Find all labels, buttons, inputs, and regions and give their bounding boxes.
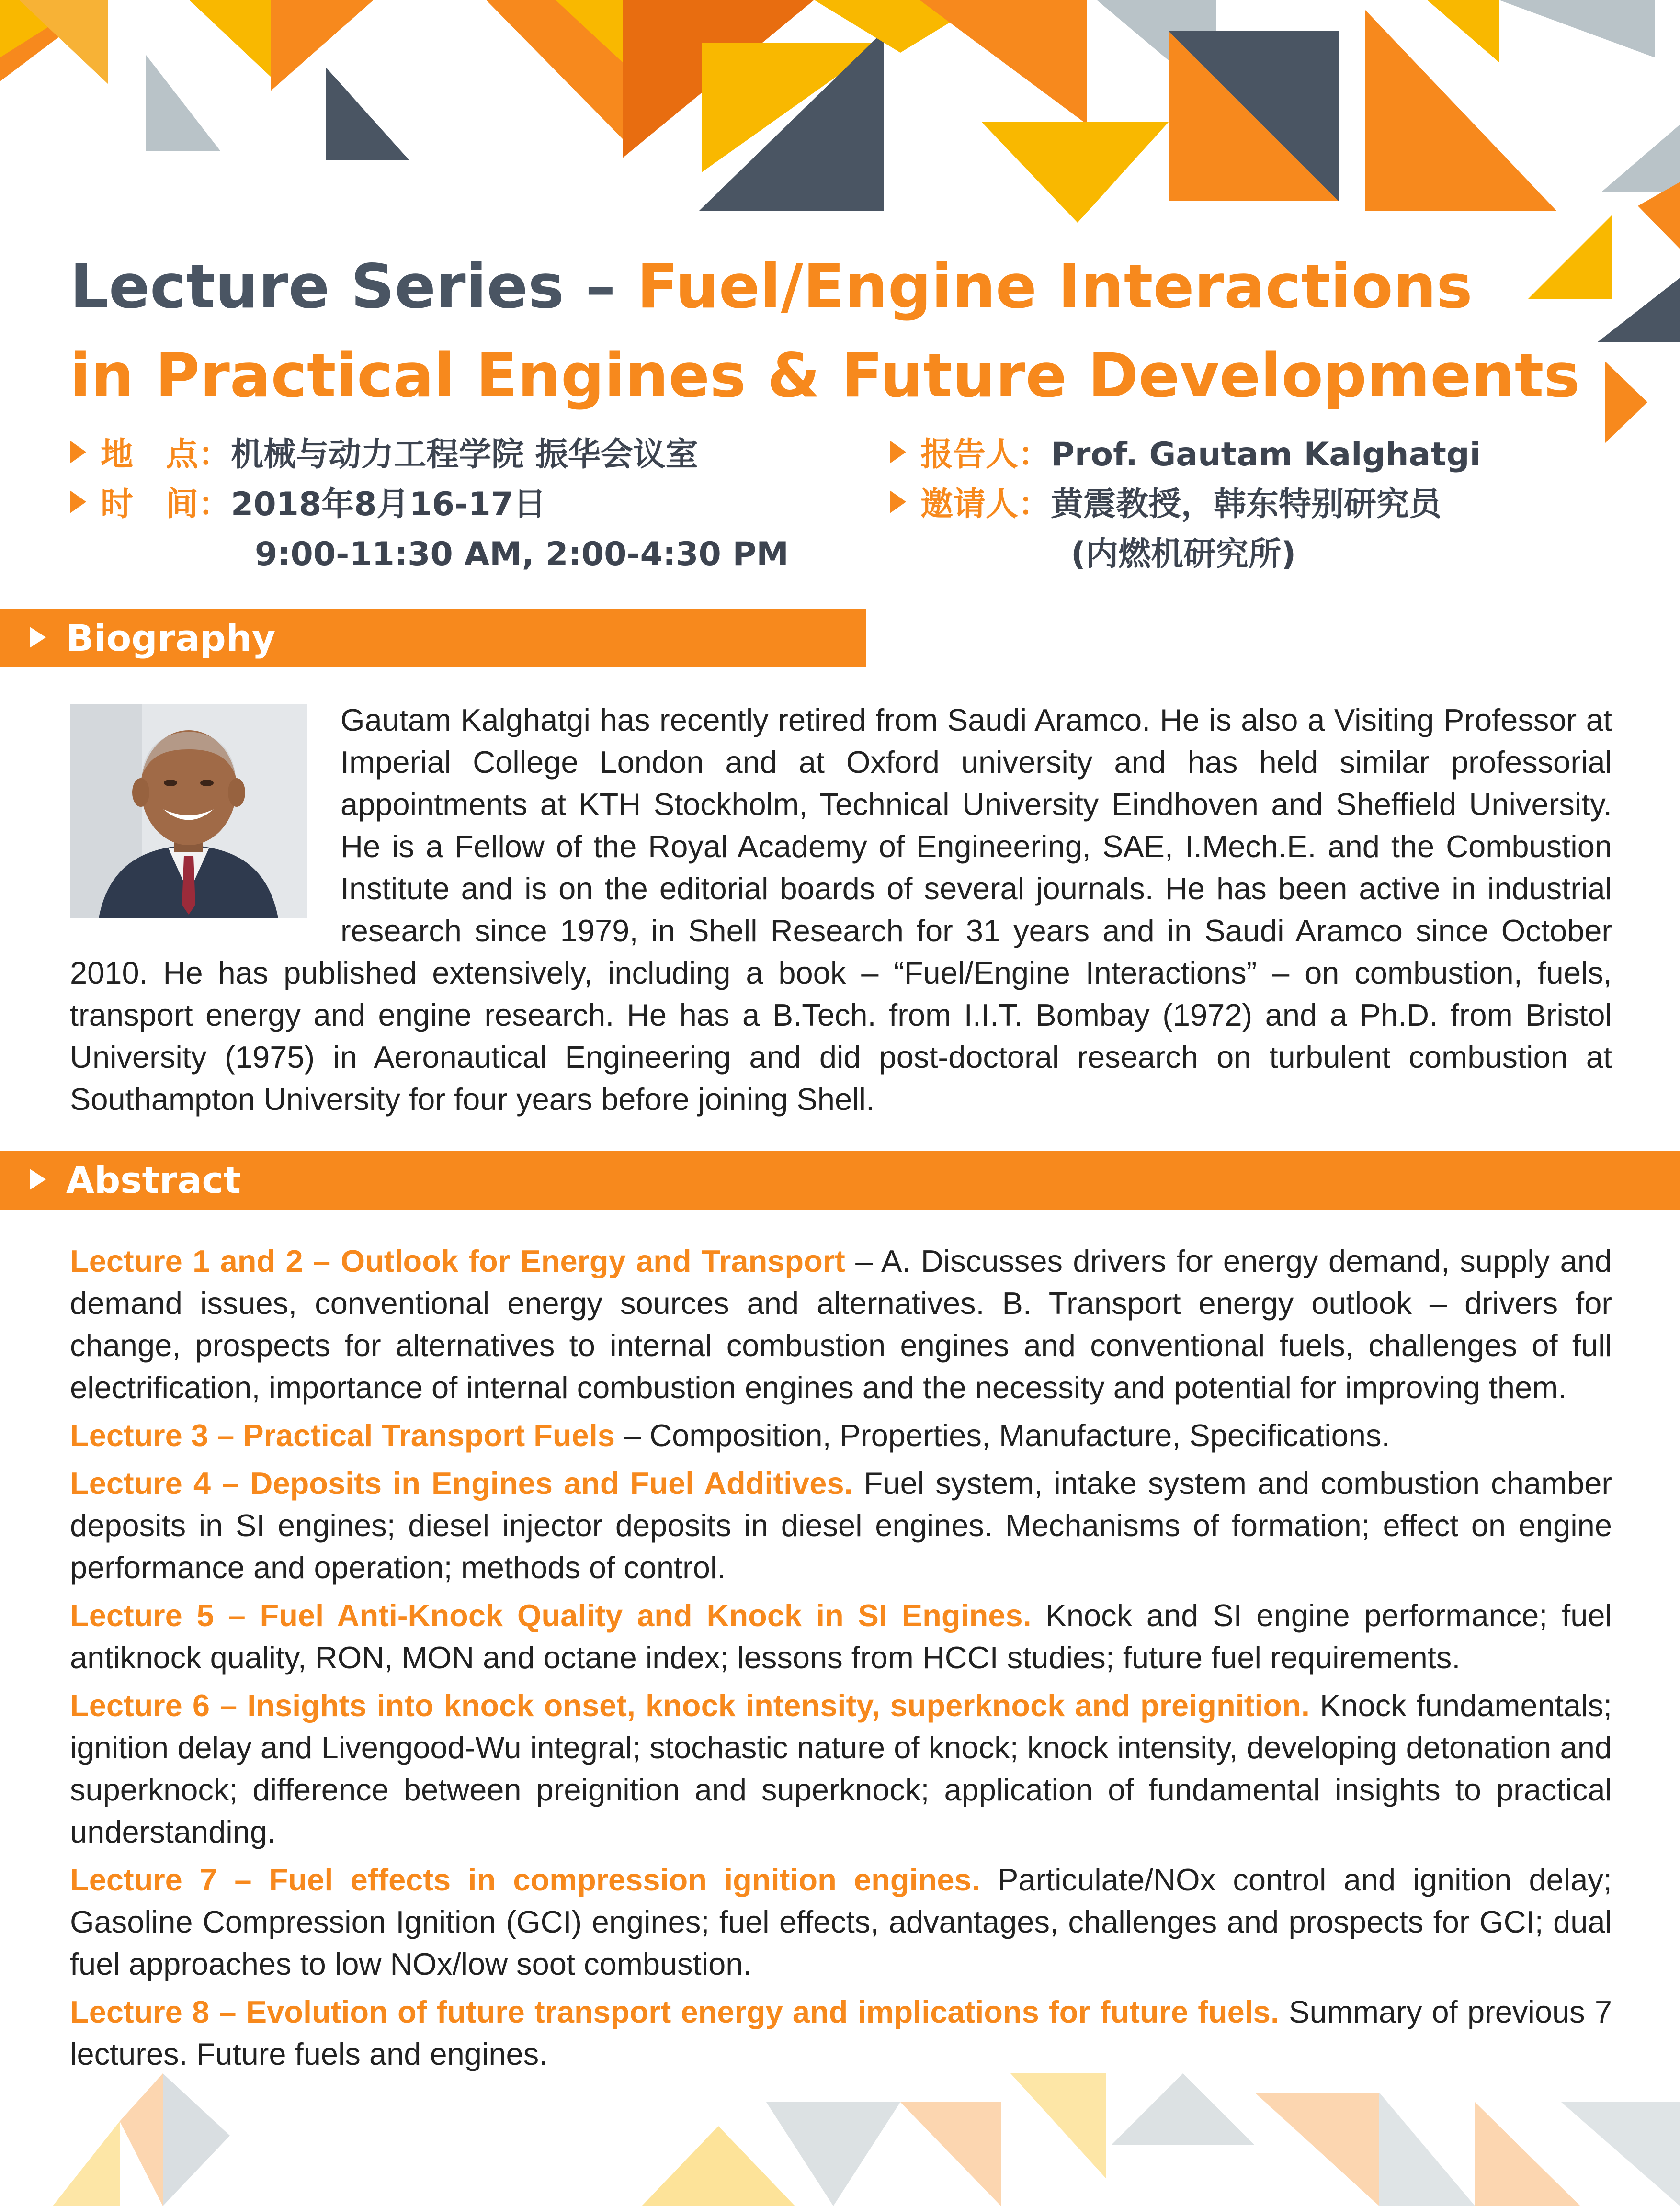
lecture-body: Particulate/NOx control and ignition delay; Gasoline Compression Ignition (GCI) engines; fuel effects, advantages, challenges and prospects for GCI; dual fuel approaches to low NOx/low soot combustion. xyxy=(70,1862,1612,1981)
event-info-left xyxy=(70,430,789,579)
page-title xyxy=(70,242,1602,420)
time-date: 2018年8月16-17日 xyxy=(231,486,546,523)
inviter-affiliation: (内燃机研究所) xyxy=(1071,535,1296,573)
location-value: 机械与动力工程学院 振华会议室 xyxy=(231,436,698,474)
speaker-label: 报告人： xyxy=(920,436,1051,474)
lecture-body: – A. Discusses drivers for energy demand, supply and demand issues, conventional energy sources and alternatives. B. Transport energy outlook – drivers for change, prospects for alternatives to internal combustion engines and conventional fuels, challenges of full electrification, importance of internal combustion engines and the necessity and potential for improving them. xyxy=(70,1244,1612,1405)
inviter-label: 邀请人： xyxy=(920,486,1051,523)
speaker-value: Prof. Gautam Kalghatgi xyxy=(1051,436,1481,474)
lecture-body: – Composition, Properties, Manufacture, Specifications. xyxy=(614,1418,1390,1453)
lecture-title: Lecture 8 – Evolution of future transport energy and implications for future fuels. xyxy=(70,1994,1280,2029)
abstract-section-header xyxy=(0,1151,1680,1210)
biography-text: Gautam Kalghatgi has recently retired from Saudi Aramco. He is also a Visiting Professor at Imperial College London and at Oxford university and has held similar professorial appointments at KTH Stockholm, Technical University Eindhoven and Sheffield University. He is a Fellow of the Royal Academy of Engineering, SAE, I.Mech.E. and the Combustion Institute and is on the editorial boards of several journals. He has been active in industrial research since 1979, in Shell Research for 31 years and in Saudi Aramco since October 2010. He has published extensively, including a book – “Fuel/Engine Interactions” – on combustion, fuels, transport energy and engine research. He has a B.Tech. from I.I.T. Bombay (1972) and a Ph.D. from Bristol University (1975) in Aeronautical Engineering and did post-doctoral research on turbulent combustion at Southampton University for four years before joining Shell. xyxy=(70,702,1612,1117)
lecture-item xyxy=(70,1462,1612,1589)
title-accent-line2: in Practical Engines & Future Developments xyxy=(70,340,1580,411)
title-accent-line1: Fuel/Engine Interactions xyxy=(636,251,1473,322)
abstract-lecture-list xyxy=(70,1240,1612,2081)
lecture-title: Lecture 6 – Insights into knock onset, knock intensity, superknock and preignition. xyxy=(70,1688,1310,1723)
event-info-right xyxy=(890,430,1481,579)
time-row xyxy=(70,480,789,530)
lecture-item xyxy=(70,1240,1612,1409)
photo-float-spacer xyxy=(70,699,341,952)
inviter-row xyxy=(890,480,1481,530)
bullet-triangle-icon xyxy=(70,441,86,464)
lecture-item xyxy=(70,1685,1612,1853)
bullet-triangle-icon xyxy=(70,490,86,513)
inviter-value: 黄震教授，韩东特别研究员 xyxy=(1051,486,1442,523)
lecture-body: Knock and SI engine performance; fuel antiknock quality, RON, MON and octane index; lessons from HCCI studies; future fuel requirements. xyxy=(70,1598,1612,1675)
lecture-title: Lecture 7 – Fuel effects in compression ignition engines. xyxy=(70,1862,980,1897)
lecture-body: Summary of previous 7 lectures. Future fuels and engines. xyxy=(70,1994,1612,2071)
lecture-title: Lecture 3 – Practical Transport Fuels xyxy=(70,1418,615,1453)
section-triangle-icon xyxy=(30,1169,46,1190)
lecture-item xyxy=(70,1595,1612,1679)
abstract-heading: Abstract xyxy=(66,1159,241,1201)
lecture-item xyxy=(70,1414,1612,1457)
biography-section-header xyxy=(0,609,866,667)
lecture-title: Lecture 5 – Fuel Anti-Knock Quality and Knock in SI Engines. xyxy=(70,1598,1032,1633)
biography-text-block xyxy=(70,699,1612,1120)
lecture-body: Fuel system, intake system and combustion chamber deposits in SI engines; diesel injector deposits in diesel engines. Mechanisms of formation; effect on engine performance and operation; methods of control. xyxy=(70,1466,1612,1585)
title-prefix: Lecture Series – xyxy=(70,251,637,322)
speaker-row xyxy=(890,430,1481,480)
lecture-title: Lecture 4 – Deposits in Engines and Fuel Additives. xyxy=(70,1466,853,1501)
time-hours-row xyxy=(70,530,789,579)
lecture-title: Lecture 1 and 2 – Outlook for Energy and Transport xyxy=(70,1244,845,1278)
location-label: 地 点： xyxy=(101,436,231,474)
biography-heading: Biography xyxy=(66,617,276,659)
lecture-body: Knock fundamentals; ignition delay and Livengood-Wu integral; stochastic nature of knock; knock intensity, developing detonation and superknock; difference between preignition and superknock; application of fundamental insights to practical understanding. xyxy=(70,1688,1612,1849)
bullet-triangle-icon xyxy=(890,490,906,513)
location-row xyxy=(70,430,789,480)
time-label: 时 间： xyxy=(101,486,231,523)
section-triangle-icon xyxy=(30,627,46,648)
time-hours: 9:00-11:30 AM, 2:00-4:30 PM xyxy=(255,535,789,573)
lecture-item xyxy=(70,1991,1612,2075)
inviter-affiliation-row xyxy=(890,530,1481,579)
bullet-triangle-icon xyxy=(890,441,906,464)
decorative-triangles-bottom xyxy=(0,2073,1680,2206)
lecture-item xyxy=(70,1859,1612,1985)
